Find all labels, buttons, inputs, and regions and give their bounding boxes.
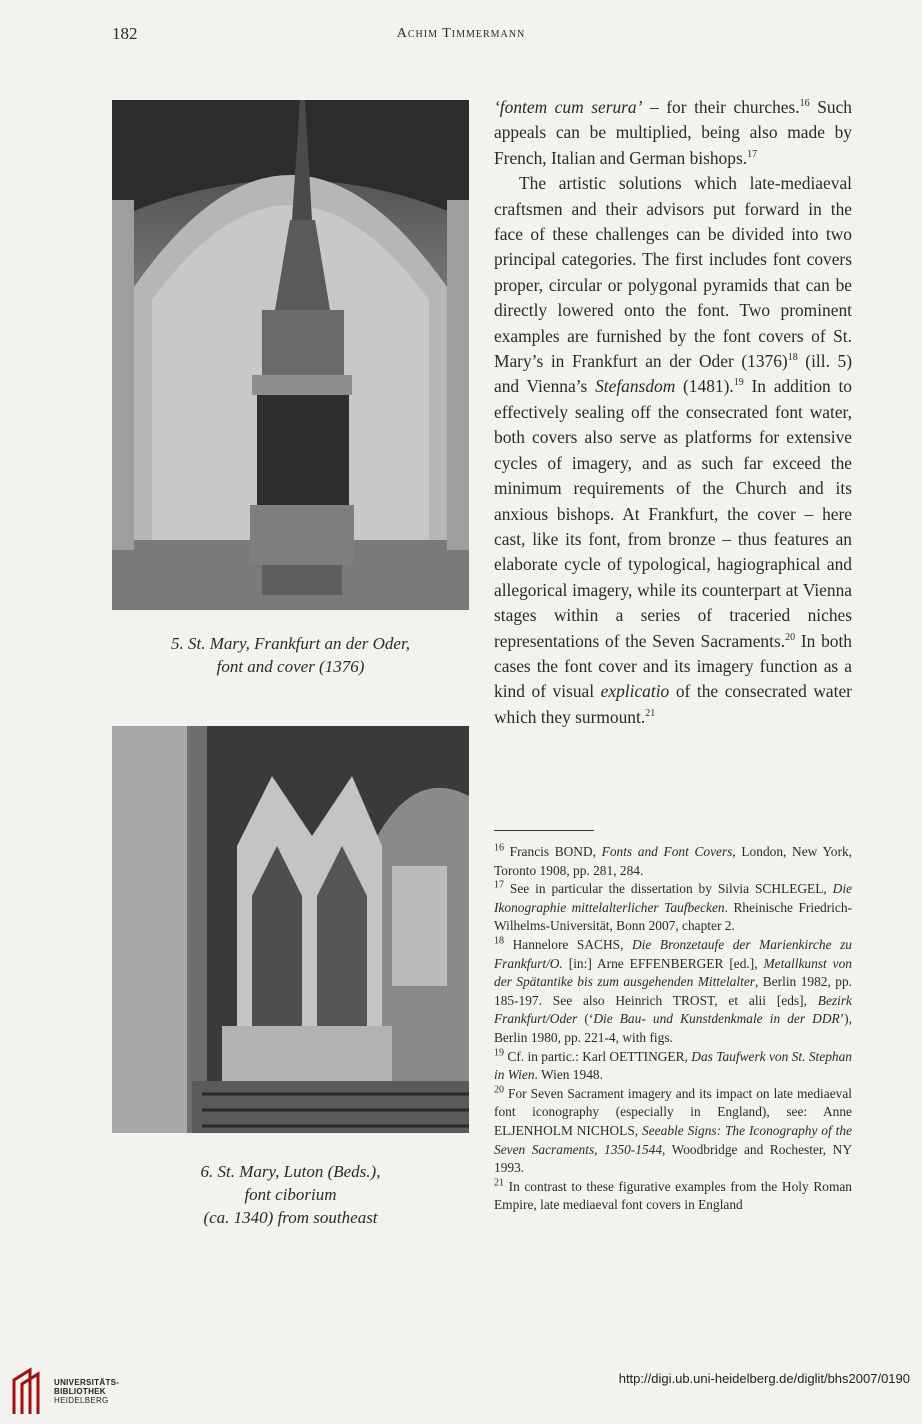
figure-6-caption-line: 6. St. Mary, Luton (Beds.), — [200, 1162, 381, 1181]
figure-5-photo — [112, 100, 469, 610]
figure-5-caption-line: 5. St. Mary, Frankfurt an der Oder, — [171, 634, 410, 653]
running-head: Achim Timmermann — [396, 26, 526, 41]
footnote-18: $^{18}$ Hannelore SACHS, Die Bronzetaufe der Marienkirche zu Frankfurt/O. [in:] Arne EFFENBERGER [ed.], Metallkunst von der Spätantike bis zum ausgehenden Mittelalter, Berlin 1982, pp. 185-197. See also Heinrich TROST, et alii [eds], Bezirk Frankfurt/Oder (‘Die Bau- und Kunstdenkmale in der DDR’), Berlin 1980, pp. 221-4, with figs. — [494, 935, 853, 1045]
footnotes — [494, 843, 852, 1215]
figure-6-caption-line: font ciborium — [244, 1185, 337, 1204]
figure-5-caption-line: font and cover (1376) — [216, 657, 365, 676]
source-url-link[interactable]: http://digi.ub.uni-heidelberg.de/diglit/bhs2007/0190 — [618, 1371, 910, 1386]
figure-6-caption — [112, 1160, 469, 1229]
footnote-divider — [494, 830, 594, 831]
library-name: UNIVERSITÄTS- BIBLIOTHEK HEIDELBERG — [54, 1378, 120, 1405]
page-number: 182 — [112, 24, 138, 43]
paragraph: The artistic solutions which late-mediaeval craftsmen and their advisors put forward in the face of these challenges can be divided into two principal categories. The first includes font covers proper, circular or polygonal pyramids that can be directly lowered onto the font. Two prominent examples are furnished by the font covers of St. Mary’s in Frankfurt an der Oder $(1376)^{18}$ (ill. 5) and Vienna’s Stefansdom (1481).$^{19}$ In addition to effectively sealing off the consecrated font water, both covers also serve as platforms for extensive cycles of imagery, and as such far exceed the minimum requirements of the Church and its anxious bishops. At Frankfurt, the cover – here cast, like its font, from bronze – thus features an elaborate cycle of typological, hagiographical and allegorical imagery, while its counterpart at Vienna stages within a series of traceried niches representations of the Seven Sacraments.$^{20}$ In both cases the font cover and its imagery function as a kind of visual explicatio of the consecrated water which they surmount.$^{21}$ — [494, 173, 852, 727]
library-logo-icon — [10, 1366, 50, 1416]
body-text — [494, 95, 852, 730]
footnote-17: $^{17}$ See in particular the dissertation by Silvia SCHLEGEL, Die Ikonographie mittelalterlicher Taufbecken. Rheinische Friedrich-Wilhelms-Universität, Bonn 2007, chapter 2. — [494, 879, 852, 934]
figure-6-caption-line: (ca. 1340) from southeast — [203, 1208, 378, 1227]
footnote-20: $^{20}$ For Seven Sacrament imagery and its impact on late mediaeval font iconography (especially in England), see: Anne ELJENHOLM NICHOLS, Seeable Signs: The Iconography of the Seven Sacraments, 1350-1544, Woodbridge and Rochester, NY 1993. — [494, 1084, 852, 1176]
figure-6-photo — [112, 726, 469, 1133]
footnote-21: $^{21}$ In contrast to these figurative examples from the Holy Roman Empire, late mediaeval font covers in England — [494, 1177, 852, 1213]
figure-5-caption — [112, 632, 469, 678]
footnote-19: $^{19}$ Cf. in partic.: Karl OETTINGER, Das Taufwerk von St. Stephan in Wien. Wien 1948. — [494, 1047, 852, 1083]
paragraph: ‘fontem cum serura’ – for their churches.$^{16}$ Such appeals can be multiplied, being also made by French, Italian and German bishops.$^{17}$ — [494, 97, 852, 168]
footnote-16: $^{16}$ Francis BOND, Fonts and Font Covers, London, New York, Toronto 1908, pp. 281, 284. — [494, 842, 852, 878]
